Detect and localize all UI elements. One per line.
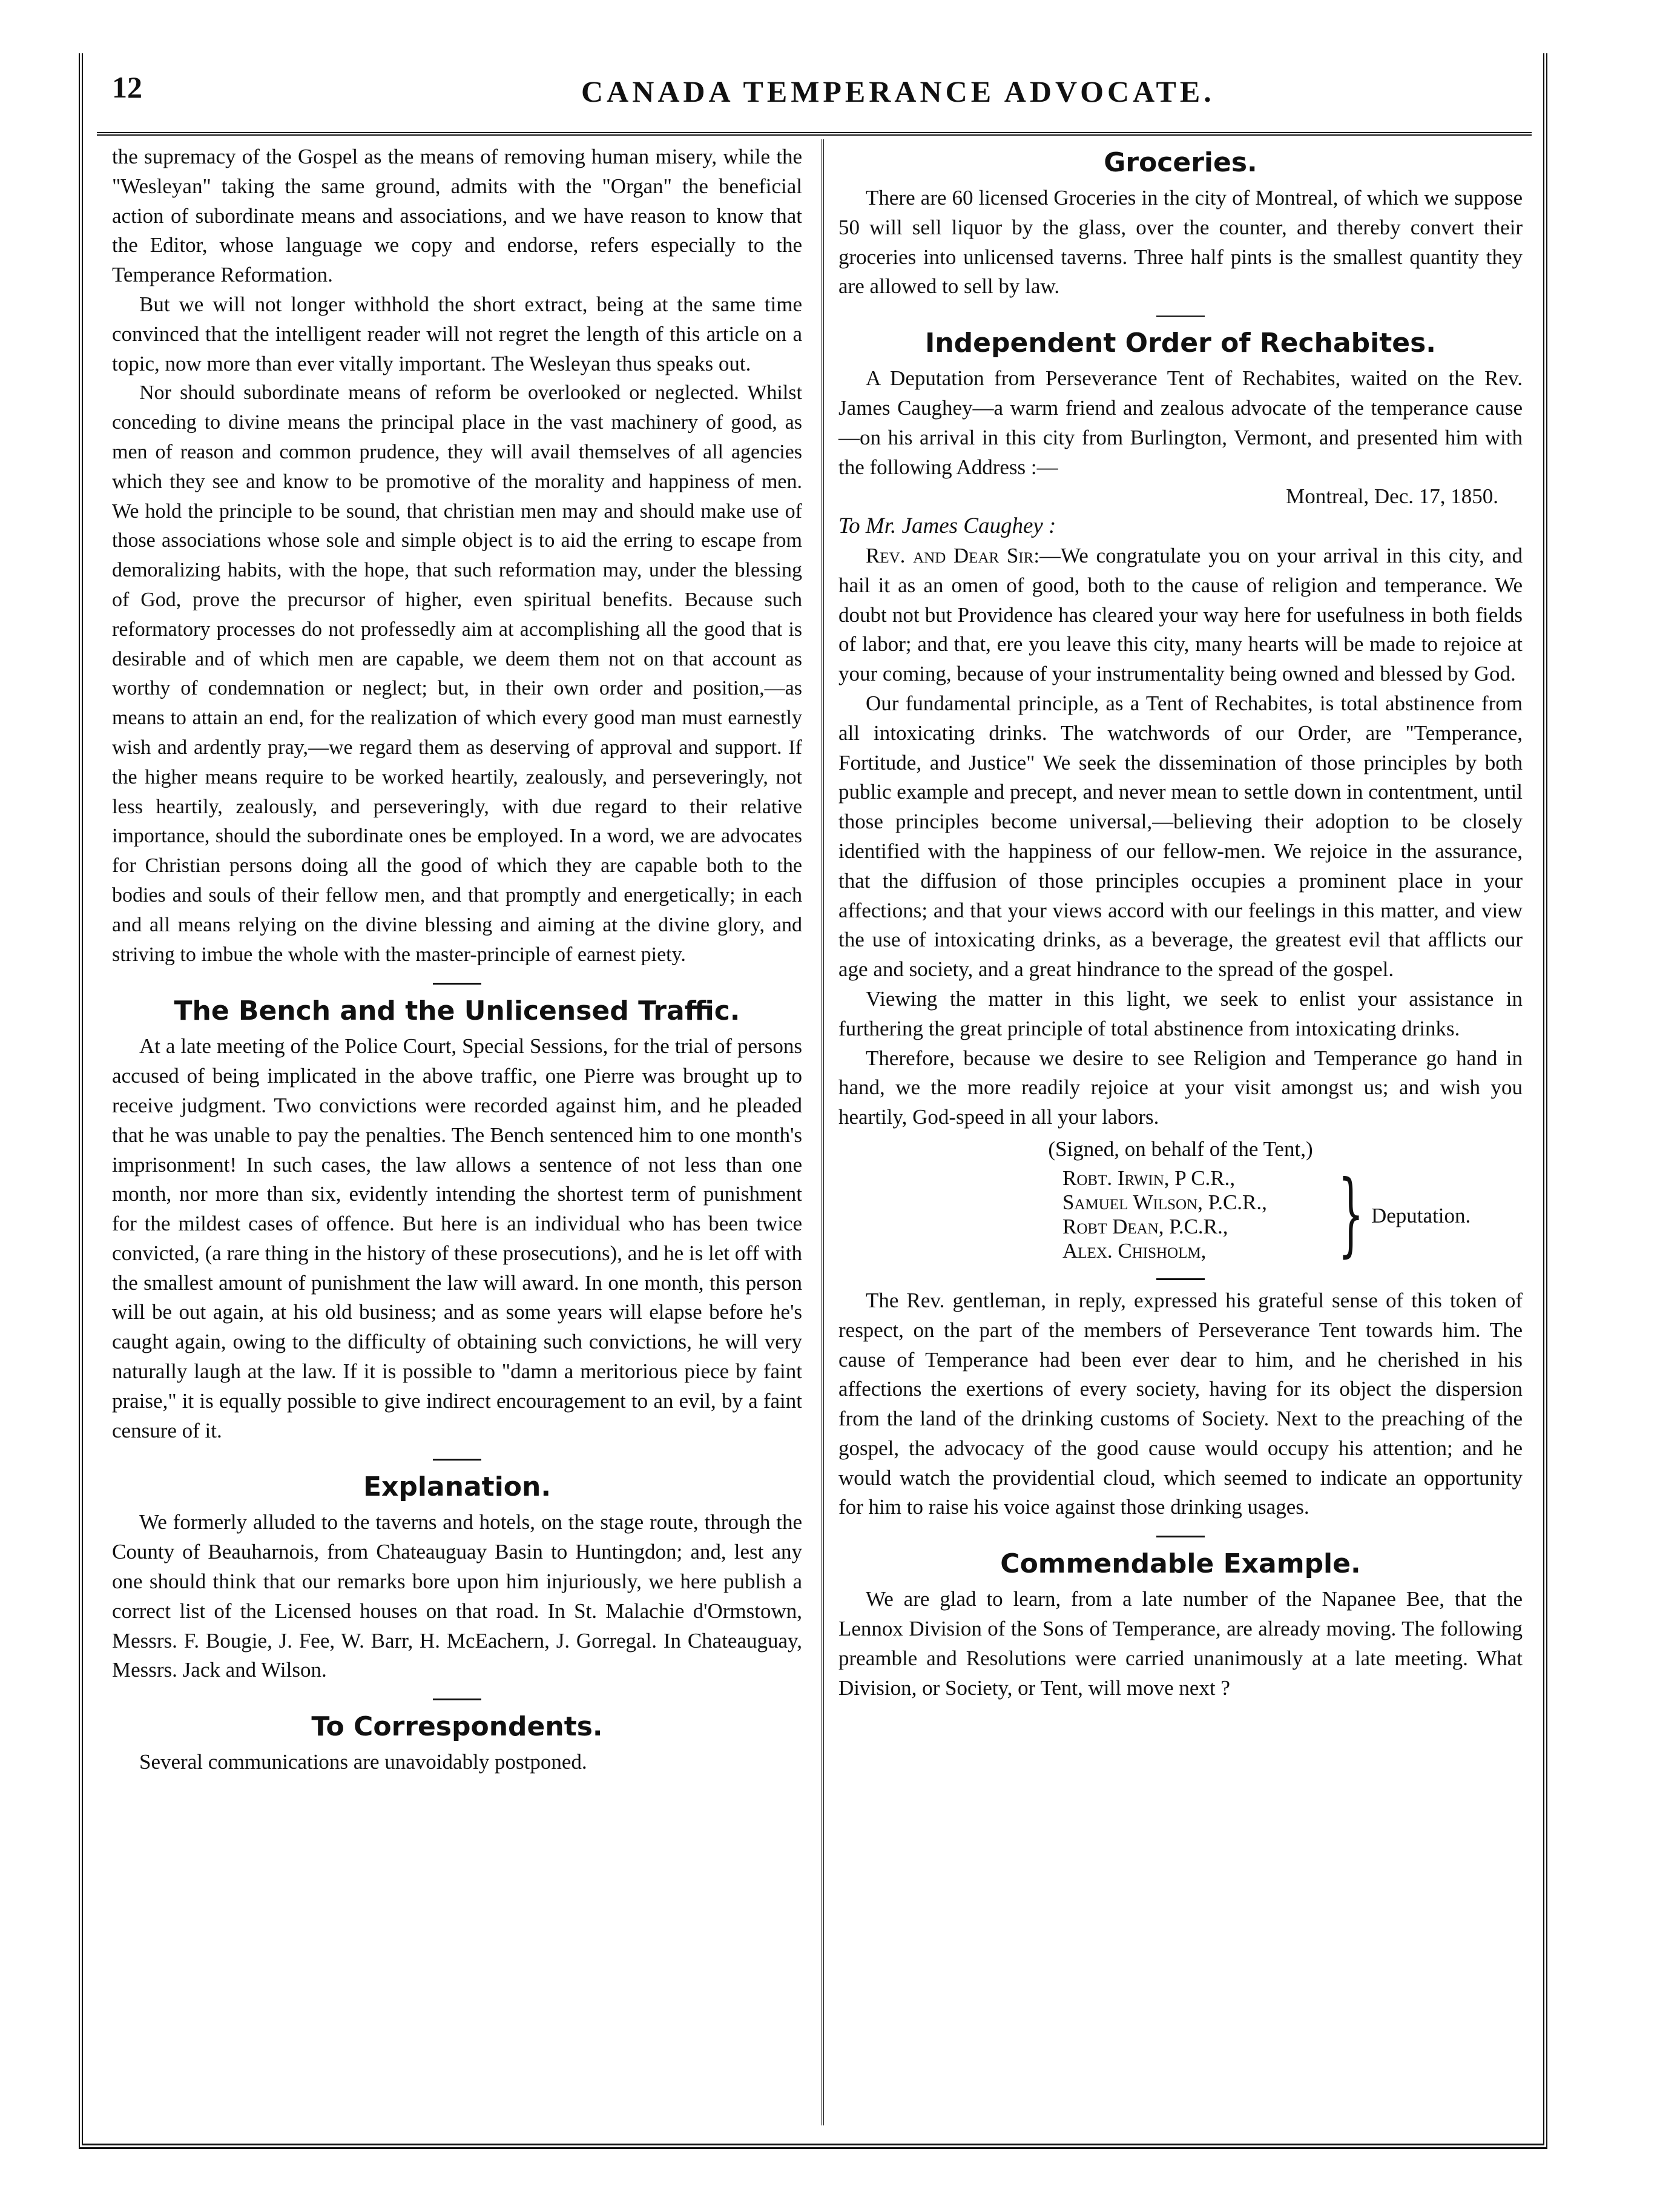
- signatory-name: Robt Dean, P.C.R.,: [1062, 1214, 1228, 1238]
- section-separator: [433, 1699, 481, 1700]
- masthead-rule: [97, 132, 1532, 136]
- left-column: [112, 142, 802, 1777]
- signatory-list: [1062, 1161, 1364, 1267]
- reply-body: The Rev. gentleman, in reply, expressed his grateful sense of this token of respect, on the part of the members of Perseverance Tent towards him. The cause of Temperance had been ever dear to him, and he cherished in his affections the exertions of every society, having for its object the dispersion from the land of the drinking customs of Society. Next to the preaching of the gospel, the advocacy of the good cause would occupy his attention; and he would watch the providential cloud, which seemed to indicate an opportunity for him to raise his voice against those drinking usages.: [838, 1288, 1523, 1519]
- signed-line: (Signed, on behalf of the Tent,): [1048, 1137, 1313, 1161]
- brace-icon: }: [1338, 1161, 1364, 1267]
- section-separator: [433, 983, 481, 985]
- address-paragraph-text: :—We congratulate you on your arrival in this city, and hail it as an omen of good, both to the cause of religion and temperance. We doubt not but Providence has cleared your way here for usefulness in both fields of labor; and that, ere you leave this city, many hearts will be made to rejoice at your coming, because of your instrumentality being owned and blessed by God.: [838, 543, 1523, 686]
- commendable-body: We are glad to learn, from a late number of the Napanee Bee, that the Lennox Division of the Sons of Temperance, are already moving. The following preamble and Resolutions were carried unanimously at a late meeting. What Division, or Society, or Tent, will move next ?: [838, 1587, 1523, 1700]
- right-column: [838, 142, 1523, 1703]
- section-separator: [1156, 315, 1205, 317]
- correspondents-heading: To Correspondents.: [311, 1711, 603, 1743]
- signatory-name: Robt. Irwin, P C.R.,: [1062, 1166, 1236, 1190]
- commendable-heading: Commendable Example.: [1000, 1548, 1361, 1580]
- article-continuation-paragraph: the supremacy of the Gospel as the means of removing human misery, while the "Wesleyan" taking the same ground, admits with the "Organ" the beneficial action of subordinate means and associations, and we have reason to know that the Editor, whose language we copy and endorse, refers especially to the Temperance Reformation.: [112, 145, 802, 287]
- section-separator: [433, 1459, 481, 1461]
- rechabites-heading: Independent Order of Rechabites.: [924, 328, 1437, 359]
- section-separator: [1156, 1536, 1205, 1537]
- article-paragraph: But we will not longer withhold the short extract, being at the same time convinced that the intelligent reader will not regret the length of this article on a topic, now more than ever vitally important. The Wesleyan thus speaks out.: [112, 292, 802, 375]
- explanation-body: We formerly alluded to the taverns and hotels, on the stage route, through the County of Beauharnois, from Chateauguay Basin to Huntingdon; and, lest any one should think that our remarks bore upon him injuriously, we here publish a correct list of the Licensed houses on that road. In St. Malachie d'Ormstown, Messrs. F. Bougie, J. Fee, W. Barr, H. McEachern, J. Gorregal. In Chateauguay, Messrs. Jack and Wilson.: [112, 1510, 802, 1682]
- column-divider: [822, 139, 824, 2125]
- address-paragraph: Viewing the matter in this light, we seek to enlist your assistance in furthering the great principle of total abstinence from intoxicating drinks.: [838, 986, 1523, 1040]
- rechabites-intro: A Deputation from Perseverance Tent of Rechabites, waited on the Rev. James Caughey—a warm friend and zealous advocate of the temperance cause—on his arrival in this city from Burlington, Vermont, and presented him with the following Address :—: [838, 366, 1523, 479]
- signatory-name: Alex. Chisholm,: [1062, 1238, 1207, 1263]
- signatory-name: Samuel Wilson, P.C.R.,: [1062, 1190, 1267, 1214]
- groceries-body: There are 60 licensed Groceries in the city of Montreal, of which we suppose 50 will sell liquor by the glass, over the counter, and thereby convert their groceries into unlicensed taverns. Three half pints is the smallest quantity they are allowed to sell by law.: [838, 186, 1523, 299]
- signature-block: [838, 1135, 1523, 1265]
- address-dateline: Montreal, Dec. 17, 1850.: [1286, 484, 1498, 509]
- address-salutation: To Mr. James Caughey :: [838, 513, 1056, 539]
- bench-article-body: At a late meeting of the Police Court, Special Sessions, for the trial of persons accused of being implicated in the above traffic, one Pierre was brought up to receive judgment. Two convictions were recorded against him, and he pleaded that he was unable to pay the penalties. The Bench sentenced him to one month's imprisonment! In such cases, the law allows a sentence of not less than one month, nor more than six, evidently intending the shortest term of punishment for the mildest cases of offence. But here is an individual who has been twice convicted, (a rare thing in the history of these prosecutions), and he is let off with the smallest amount of punishment the law will award. In one month, this person will be out again, at his old business; and as some years will elapse before he's caught again, owing to the difficulty of obtaining such convictions, he will very naturally laugh at the law. If it is possible to "damn a meritorious piece by faint praise," it is equally possible to give indirect encouragement to an evil, by a faint censure of it.: [112, 1034, 802, 1442]
- deputation-label: Deputation.: [1371, 1203, 1471, 1227]
- address-paragraph: [838, 541, 1523, 689]
- page-number: 12: [112, 70, 142, 104]
- address-paragraph: Therefore, because we desire to see Religion and Temperance go hand in hand, we the more readily rejoice at your visit amongst us; and wish you heartily, God-speed in all your labors.: [838, 1046, 1523, 1129]
- section-separator: [1156, 1278, 1205, 1280]
- bench-heading: The Bench and the Unlicensed Traffic.: [174, 995, 740, 1027]
- address-greeting: Rev. and Dear Sir: [866, 543, 1034, 567]
- correspondents-body: Several communications are unavoidably postponed.: [139, 1750, 587, 1774]
- groceries-heading: Groceries.: [1104, 147, 1257, 178]
- explanation-heading: Explanation.: [363, 1471, 552, 1503]
- article-quote-paragraph: Nor should subordinate means of reform be overlooked or neglected. Whilst conceding to divine means the principal place in the vast machinery of good, as men of reason and common prudence, they will avail themselves of all agencies which they see and know to be promotive of the morality and happiness of men. We hold the principle to be sound, that christian men may and should make use of those associations whose sole and simple object is to aid the erring to escape from demoralizing habits, with the hope, that such reformation may, under the blessing of God, prove the precursor of higher, even spiritual benefits. Because such reformatory processes do not professedly aim at accomplishing all the good that is desirable and of which men are capable, we deem them not on that account as worthy of condemnation or neglect; but, in their own order and position,—as means to attain an end, for the realization of which every good man must earnestly wish and ardently pray,—we regard them as deserving of approval and support. If the higher means require to be worked heartily, zealously, and perseveringly, not less heartily, zealously, and perseveringly, with due regard to their relative importance, should the subordinate ones be employed. In a word, we are advocates for Christian persons doing all the good of which they are capable both to the bodies and souls of their fellow men, and that promptly and energetically; in each and all means relying on the divine blessing and aiming at the divine glory, and striving to imbue the whole with the master-principle of earnest piety.: [112, 381, 802, 966]
- publication-title: CANADA TEMPERANCE ADVOCATE.: [581, 74, 1215, 108]
- address-paragraph: Our fundamental principle, as a Tent of Rechabites, is total abstinence from all intoxicating drinks. The watchwords of our Order, are "Temperance, Fortitude, and Justice" We seek the dissemination of those principles by both public example and precept, and never mean to settle down in contentment, until those principles become universal,—believing their adoption to be closely identified with the happiness of our fellow-men. We rejoice in the assurance, that the diffusion of those principles occupies a prominent place in your affections; and that your views accord with our feelings in this matter, and view the use of intoxicating drinks, as a beverage, the greatest evil that afflicts our age and society, and a great hindrance to the spread of the gospel.: [838, 691, 1523, 982]
